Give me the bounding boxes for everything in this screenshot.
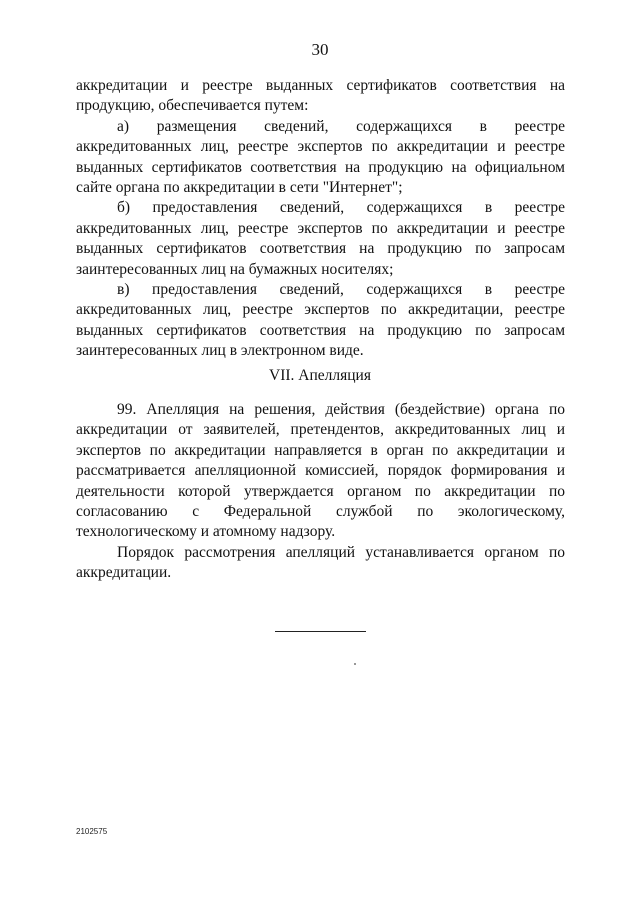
scan-dot (354, 663, 356, 665)
paragraph-continuation: аккредитации и реестре выданных сертификатов соответствия на продукцию, обеспечивается путем: (76, 77, 565, 115)
paragraph-item-a: а) размещения сведений, содержащихся в реестре аккредитованных лиц, реестре экспертов по аккредитации и реестре выданных сертификатов соответствия на продукцию на официальном сайте органа по аккредитации в сети "Интернет"; (76, 117, 565, 197)
section-text (76, 400, 565, 584)
body-text (76, 76, 565, 362)
paragraph-item-c: в) предоставления сведений, содержащихся в реестре аккредитованных лиц, реестре экспертов по аккредитации, реестре выданных сертификатов соответствия на продукцию по запросам заинтересованных лиц в электронном виде. (76, 281, 565, 360)
page-number: 30 (311, 40, 329, 59)
section-heading: VII. Апелляция (269, 367, 371, 384)
document-code: 2102575 (76, 827, 108, 836)
paragraph-item-b: б) предоставления сведений, содержащихся в реестре аккредитованных лиц, реестре экспертов по аккредитации и реестре выданных сертификатов соответствия на продукцию по запросам заинтересованных лиц на бумажных носителях; (76, 199, 565, 278)
paragraph-appeal-procedure: Порядок рассмотрения апелляций устанавливается органом по аккредитации. (76, 543, 565, 582)
paragraph-99: 99. Апелляция на решения, действия (бездействие) органа по аккредитации от заявителей, претендентов, аккредитованных лиц и экспертов по аккредитации направляется в орган по аккредитации и рассматривается апелляционной комиссией, порядок формирования и деятельности которой утверждается органом по аккредитации по согласованию с Федеральной службой по экологическому, технологическому и атомному надзору. (76, 401, 565, 541)
end-rule (275, 631, 366, 632)
